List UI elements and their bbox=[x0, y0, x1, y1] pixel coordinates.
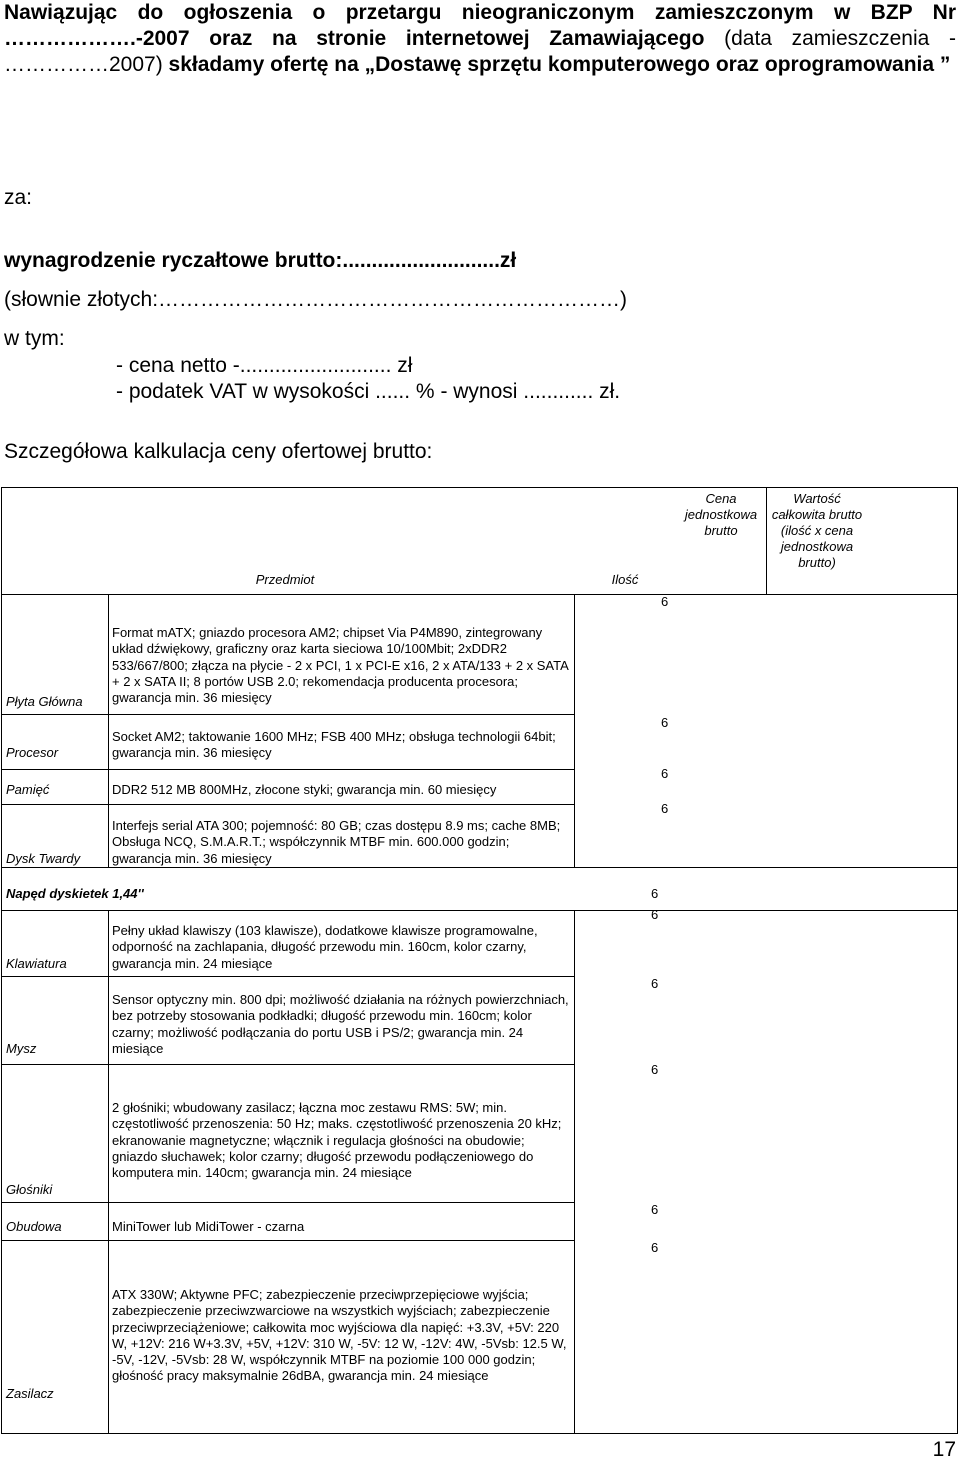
header-divider bbox=[766, 487, 767, 595]
row-name: Pamięć bbox=[6, 782, 50, 797]
row-description: Socket AM2; taktowanie 1600 MHz; FSB 400 MHz; obsługa technologii 64bit; gwarancja min. 36 miesięcy bbox=[112, 729, 556, 761]
row-name: Klawiatura bbox=[6, 956, 67, 971]
row-description: DDR2 512 MB 800MHz, złocone styki; gwarancja min. 60 miesięcy bbox=[112, 782, 497, 797]
row-sep bbox=[1, 714, 575, 715]
row-qty: 6 bbox=[651, 976, 659, 991]
row-qty: 6 bbox=[651, 1202, 659, 1217]
row-qty: 6 bbox=[651, 1062, 659, 1077]
row-description: 2 głośniki; wbudowany zasilacz; łączna moc zestawu RMS: 5W; min. częstotliwość przenoszenia: 50 Hz; maks. częstotliwość przenoszenia 20 kHz; ekranowanie magnetyczne; włącznik i regulacja głośności na obudowie; gniazdo słuchawek; kolor czarny; długość przewodu podłączeniowego do komputera min. 140cm; gwarancja min. 24 miesiące bbox=[112, 1100, 562, 1181]
page-number: 17 bbox=[932, 1438, 956, 1461]
header-bottom-line bbox=[1, 594, 958, 595]
header-item: Przedmiot bbox=[255, 572, 315, 587]
intro-bold-c: składamy ofertę na „Dostawę sprzętu komputerowego oraz oprogramowania ” bbox=[168, 53, 951, 76]
row-description: Pełny układ klawiszy (103 klawisze), dodatkowe klawisze programowalne, odporność na zachlapania, długość przewodu min. 160cm, kolor czarny, gwarancja min. 24 miesiące bbox=[112, 923, 538, 971]
table-border-top bbox=[1, 487, 958, 488]
intro-normal: (data zamieszczenia - ……………2007) bbox=[4, 27, 956, 76]
row-description: Format mATX; gniazdo procesora AM2; chipset Via P4M890, zintegrowany układ dźwiękowy, graficzny oraz karta sieciowa 10/100Mbit; 2xDDR2 533/667/800; złącza na płycie - 2 x PCI, 1 x PCI-E x16, 2 x ATA/133 + 2 x SATA + 2 x SATA II; 8 portów USB 2.0; rekomendacja producenta procesora; gwarancja min. 36 miesięcy bbox=[112, 625, 569, 706]
za-label: za: bbox=[4, 186, 33, 209]
col-line-desc-a bbox=[574, 594, 575, 867]
header-total-value: Wartość całkowita brutto (ilość x cena jednostkowa brutto) bbox=[771, 491, 863, 570]
col-line-name-b bbox=[108, 910, 109, 1434]
row-qty: 6 bbox=[661, 594, 669, 609]
table-border-right bbox=[957, 487, 958, 1434]
row-qty: 6 bbox=[661, 801, 669, 816]
in-it-label: w tym: bbox=[4, 327, 65, 350]
row-sep bbox=[1, 1202, 575, 1203]
row-qty: 6 bbox=[661, 766, 669, 781]
row-name: Mysz bbox=[6, 1041, 37, 1056]
row-name: Napęd dyskietek 1,44'' bbox=[6, 886, 144, 901]
row-name: Głośniki bbox=[6, 1182, 53, 1197]
header-qty: Ilość bbox=[611, 572, 639, 587]
row-qty: 6 bbox=[651, 907, 659, 922]
row-qty: 6 bbox=[661, 715, 669, 730]
col-line-desc-b bbox=[574, 910, 575, 1434]
row-name: Płyta Główna bbox=[6, 694, 83, 709]
row-sep bbox=[1, 1240, 575, 1241]
words-line: (słownie złotych:…………………………………………………………) bbox=[4, 288, 628, 311]
intro-bold-a: Nawiązując do ogłoszenia o przetargu nieograniczonym zamieszczonym w BZP Nr ……………….-2007 oraz na stronie internetowej Zamawiającego bbox=[4, 1, 956, 50]
vat-line: - podatek VAT w wysokości ...... % - wynosi ............ zł. bbox=[116, 380, 621, 403]
table-border-bottom bbox=[1, 1433, 958, 1434]
row-sep bbox=[1, 910, 958, 911]
remuneration-line: wynagrodzenie ryczałtowe brutto:...........................zł bbox=[4, 249, 517, 272]
detail-title: Szczegółowa kalkulacja ceny ofertowej brutto: bbox=[4, 440, 433, 463]
row-sep bbox=[1, 804, 575, 805]
row-description: Sensor optyczny min. 800 dpi; możliwość działania na różnych powierzchniach, bez potrzeby stosowania podkładki; długość przewodu min. 160cm; kolor czarny; możliwość podłączania do portu USB i PS/2; gwarancja min. 24 miesiące bbox=[112, 992, 569, 1056]
row-description: MiniTower lub MidiTower - czarna bbox=[112, 1219, 305, 1234]
intro-paragraph bbox=[4, 0, 956, 78]
net-price-line: - cena netto -.......................... zł bbox=[116, 354, 413, 377]
row-qty: 6 bbox=[651, 1240, 659, 1255]
row-description: Interfejs serial ATA 300; pojemność: 80 GB; czas dostępu 8.9 ms; cache 8MB; Obsługa NCQ, S.M.A.R.T.; współczynnik MTBF min. 600.000 godzin; gwarancja min. 36 miesięcy bbox=[112, 818, 561, 866]
row-name: Zasilacz bbox=[6, 1386, 54, 1401]
row-description: ATX 330W; Aktywne PFC; zabezpieczenie przeciwprzepięciowe wyjścia; zabezpieczenie przeciwzwarciowe na wszystkich wyjściach; zabezpieczenie przeciwprzeciążeniowe; całkowita moc wyjściowa dla napięć: +3.3V, +5V: 220 W, +12V: 216 W+3.3V, +5V, +12V: 310 W, -5V: 12 W, -12V: 4W, -5Vsb: 12.5 W, -5V, -12V, -5Vsb: 28 W, współczynnik MTBF na poziomie 100 000 godzin; głośność pracy maksymalnie 26dBA, gwarancja min. 24 miesiące bbox=[112, 1287, 567, 1384]
row-sep bbox=[1, 976, 575, 977]
row-sep bbox=[1, 1064, 575, 1065]
row-name: Obudowa bbox=[6, 1219, 62, 1234]
row-name: Procesor bbox=[6, 745, 59, 760]
row-sep bbox=[1, 769, 575, 770]
row-sep bbox=[1, 867, 958, 868]
col-line-name-a bbox=[108, 594, 109, 867]
row-name: Dysk Twardy bbox=[6, 851, 81, 866]
table-border-left bbox=[1, 487, 2, 1434]
header-unit-price: Cena jednostkowa brutto bbox=[684, 491, 758, 538]
row-qty: 6 bbox=[651, 886, 659, 901]
